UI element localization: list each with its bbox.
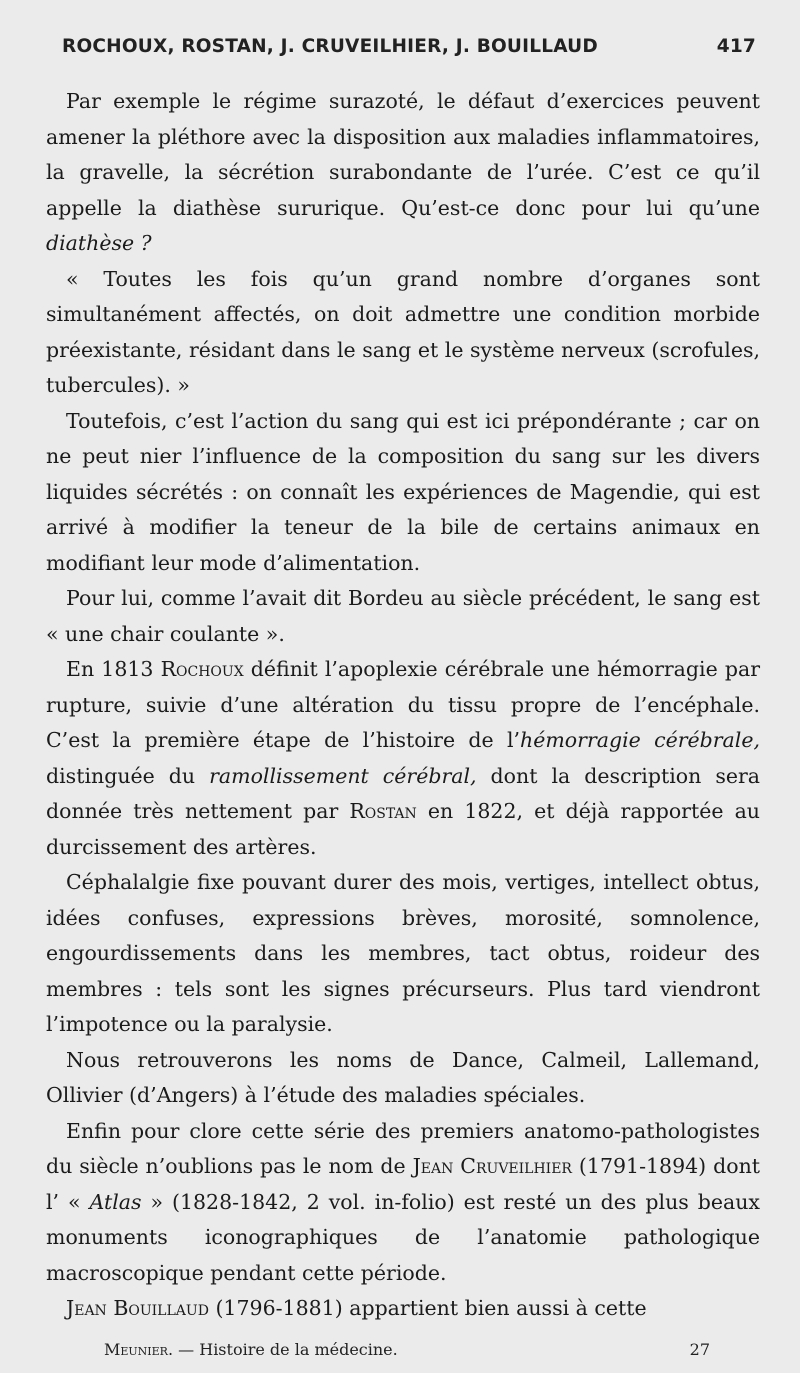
- running-head: [62, 36, 762, 57]
- text-run: Enfin pour clore cette série des premiers anatomo-pathologistes du siècle n’oublions pas le nom de: [46, 1118, 760, 1178]
- signature-mark: 27: [689, 1340, 710, 1359]
- running-title: ROCHOUX, ROSTAN, J. CRUVEILHIER, J. BOUILLAUD: [62, 36, 598, 57]
- text-run: (1791-1894) dont l’ «: [46, 1154, 761, 1214]
- paragraph: [46, 865, 760, 1043]
- page-number: 417: [716, 36, 756, 57]
- text-run: Toutefois, c’est l’action du sang qui est ici prépondérante ; car on ne peut nier l’influence de la composition du sang sur les divers liquides sécrétés : on connaît les expériences de Magendie, qui est arrivé à modifier la teneur de la bile de certains animaux en modifiant leur mode d’alimentation.: [46, 408, 760, 575]
- italic-text: hémorragie cérébrale,: [520, 728, 760, 752]
- paragraph: [46, 84, 760, 262]
- paragraph: [46, 262, 760, 404]
- text-run: En 1813: [66, 657, 161, 681]
- text-run: (1796-1881) appartient bien aussi à cette: [208, 1296, 647, 1320]
- paragraph: [46, 404, 760, 582]
- paragraph: [46, 1114, 760, 1292]
- small-caps-name: Rostan: [349, 799, 417, 823]
- text-run: distinguée du: [46, 763, 210, 788]
- italic-text: ramollissement cérébral,: [209, 763, 477, 788]
- small-caps-name: Jean Cruveilhier: [412, 1154, 572, 1178]
- text-run: définit l’apoplexie cérébrale une hémorragie par rupture, suivie d’une altération du tissu propre de l’encéphale. C’est la première étape de l’histoire de l’: [46, 657, 760, 752]
- paragraph: [46, 1291, 760, 1327]
- text-run: Céphalalgie fixe pouvant durer des mois, vertiges, intellect obtus, idées confuses, expressions brèves, morosité, somnolence, engourdissements dans les membres, tact obtus, roideur des membres : tels sont les signes précurseurs. Plus tard viendront l’impotence ou la paralysie.: [46, 870, 760, 1036]
- footer-book-title: — Histoire de la médecine.: [173, 1340, 398, 1359]
- text-run: » (1828-1842, 2 vol. in-folio) est resté un des plus beaux monuments iconographiques de l’anatomie pathologique macroscopique pendant cette période.: [46, 1189, 760, 1285]
- italic-text: diathèse ?: [46, 231, 152, 255]
- paragraph: [46, 581, 760, 652]
- small-caps-name: Rochoux: [160, 657, 244, 681]
- text-run: Nous retrouverons les noms de Dance, Calmeil, Lallemand, Ollivier (d’Angers) à l’étude des maladies spéciales.: [46, 1047, 760, 1107]
- text-run: « Toutes les fois qu’un grand nombre d’organes sont simultanément affectés, on doit admettre une condition morbide préexistante, résidant dans le sang et le système nerveux (scrofules, tubercules). »: [46, 266, 760, 397]
- italic-text: Atlas: [89, 1189, 142, 1214]
- page-footer: [104, 1340, 714, 1359]
- paragraph: [46, 1043, 760, 1114]
- text-run: Par exemple le régime surazoté, le défaut d’exercices peuvent amener la pléthore avec la disposition aux maladies inflammatoires, la gravelle, la sécrétion surabondante de l’urée. C’est ce qu’il appelle la diathèse sururique. Qu’est-ce donc pour lui qu’une: [46, 89, 760, 220]
- small-caps-name: Jean Bouillaud: [66, 1296, 209, 1320]
- text-run: Pour lui, comme l’avait dit Bordeu au siècle précédent, le sang est « une chair coulante ».: [46, 586, 760, 646]
- text-run: dont la description sera donnée très nettement par: [46, 763, 760, 823]
- paragraph: [46, 652, 760, 865]
- text-run: en 1822, et déjà rapportée au durcissement des artères.: [46, 799, 760, 859]
- body-text: [46, 84, 760, 1327]
- footer-author: Meunier.: [104, 1340, 174, 1359]
